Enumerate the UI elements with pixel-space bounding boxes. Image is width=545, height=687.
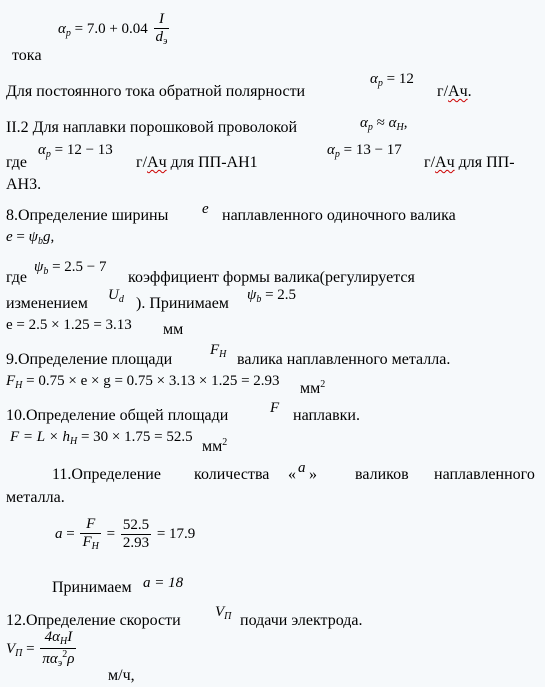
text-quote-close: »	[309, 466, 317, 483]
text-item-10-rest: наплавки.	[293, 407, 360, 424]
text-where: где	[6, 154, 28, 171]
heading-item-9: 9.Определение площади	[6, 351, 173, 368]
text-pp-an3: г/Ач для ПП-	[424, 154, 515, 171]
text-quote-open: «	[288, 466, 296, 483]
formula-e-value: e = 2.5 × 1.25 = 3.13	[6, 317, 132, 333]
text-change: изменением	[6, 295, 88, 312]
heading-item-11: 11.Определение	[52, 466, 161, 483]
unit-mm: мм	[163, 321, 184, 338]
text-item-8-rest: наплавленного одиночного валика	[222, 207, 456, 224]
symbol-fh: $F_H$	[210, 342, 227, 360]
formula-e-psi-g: $e = \psi_bg$,	[6, 229, 55, 247]
unit-m-per-h: м/ч,	[108, 667, 135, 684]
text-powder-wire: II.2 Для наплавки порошковой проволокой	[6, 119, 298, 136]
text-where-2: где	[6, 269, 28, 286]
formula-alpha-approx: $\alpha_p \approx \alpha_H$,	[360, 115, 408, 133]
text-constant-current: Для постоянного тока обратной полярности	[6, 83, 306, 100]
formula-f-value: $F = L \times h_H = 30 \times 1.75 = 52.5$	[10, 429, 193, 447]
unit-mm2-b: $мм^2$	[202, 437, 228, 455]
text-pp-an1: г/Ач для ПП-АН1	[136, 154, 258, 171]
unit-mm2-a: $мм^2$	[300, 379, 326, 397]
formula-vp: $V_П$ = $\frac{4\alpha_HI}{\pi\alpha_э^2\rho}$	[6, 629, 75, 669]
text-quantity: количества	[194, 466, 270, 483]
formula-alpha-12-13: $\alpha_p = 12 - 13$	[38, 142, 113, 160]
symbol-e: e	[202, 201, 209, 217]
symbol-vp: $V_П$	[215, 604, 232, 622]
text-rollers: валиков	[355, 466, 409, 483]
formula-alpha-p: $\alpha_p = 7.0 + 0.04$ $\frac{I}{d_э}$	[58, 11, 168, 47]
text-item-9-rest: валика наплавленного металла.	[237, 351, 451, 368]
text-accept-2: Принимаем	[52, 579, 132, 596]
text-accept: ). Принимаем	[136, 295, 229, 312]
formula-a-18: a = 18	[143, 575, 184, 591]
symbol-a: a	[298, 460, 306, 476]
text-an3: АН3.	[6, 176, 42, 193]
symbol-f: F	[270, 400, 280, 416]
formula-alpha-13-17: $\alpha_p = 13 - 17$	[327, 142, 402, 160]
text-shape-coefficient: коэффициент формы валика(регулируется	[128, 269, 415, 286]
unit-g-ach: г/Ач.	[437, 83, 472, 100]
formula-psi-accept: $\psi_b = 2.5$	[247, 287, 297, 305]
formula-alpha-12: $\alpha_p = 12$	[370, 71, 414, 89]
formula-fh-value: $F_H = 0.75 \times e \times g = 0.75 \times 3.13 \times 1.25 = 2.93$	[6, 373, 280, 391]
text-toka: токa	[12, 47, 42, 64]
heading-item-10: 10.Определение общей площади	[6, 407, 229, 424]
heading-item-12: 12.Определение скорости	[6, 612, 181, 629]
symbol-ud: $U_d$	[108, 287, 124, 305]
text-deposited: наплавленного	[434, 466, 535, 483]
text-item-12-rest: подачи электрода.	[240, 612, 363, 629]
formula-a-fraction: a = $\frac{F}{F_H}$ = $\frac{52.5}{2.93}$ = 17.9	[55, 516, 196, 552]
formula-psi-range: $\psi_b = 2.5 - 7$	[34, 259, 107, 277]
text-metal: металла.	[6, 489, 65, 506]
heading-item-8: 8.Определение ширины	[6, 207, 169, 224]
